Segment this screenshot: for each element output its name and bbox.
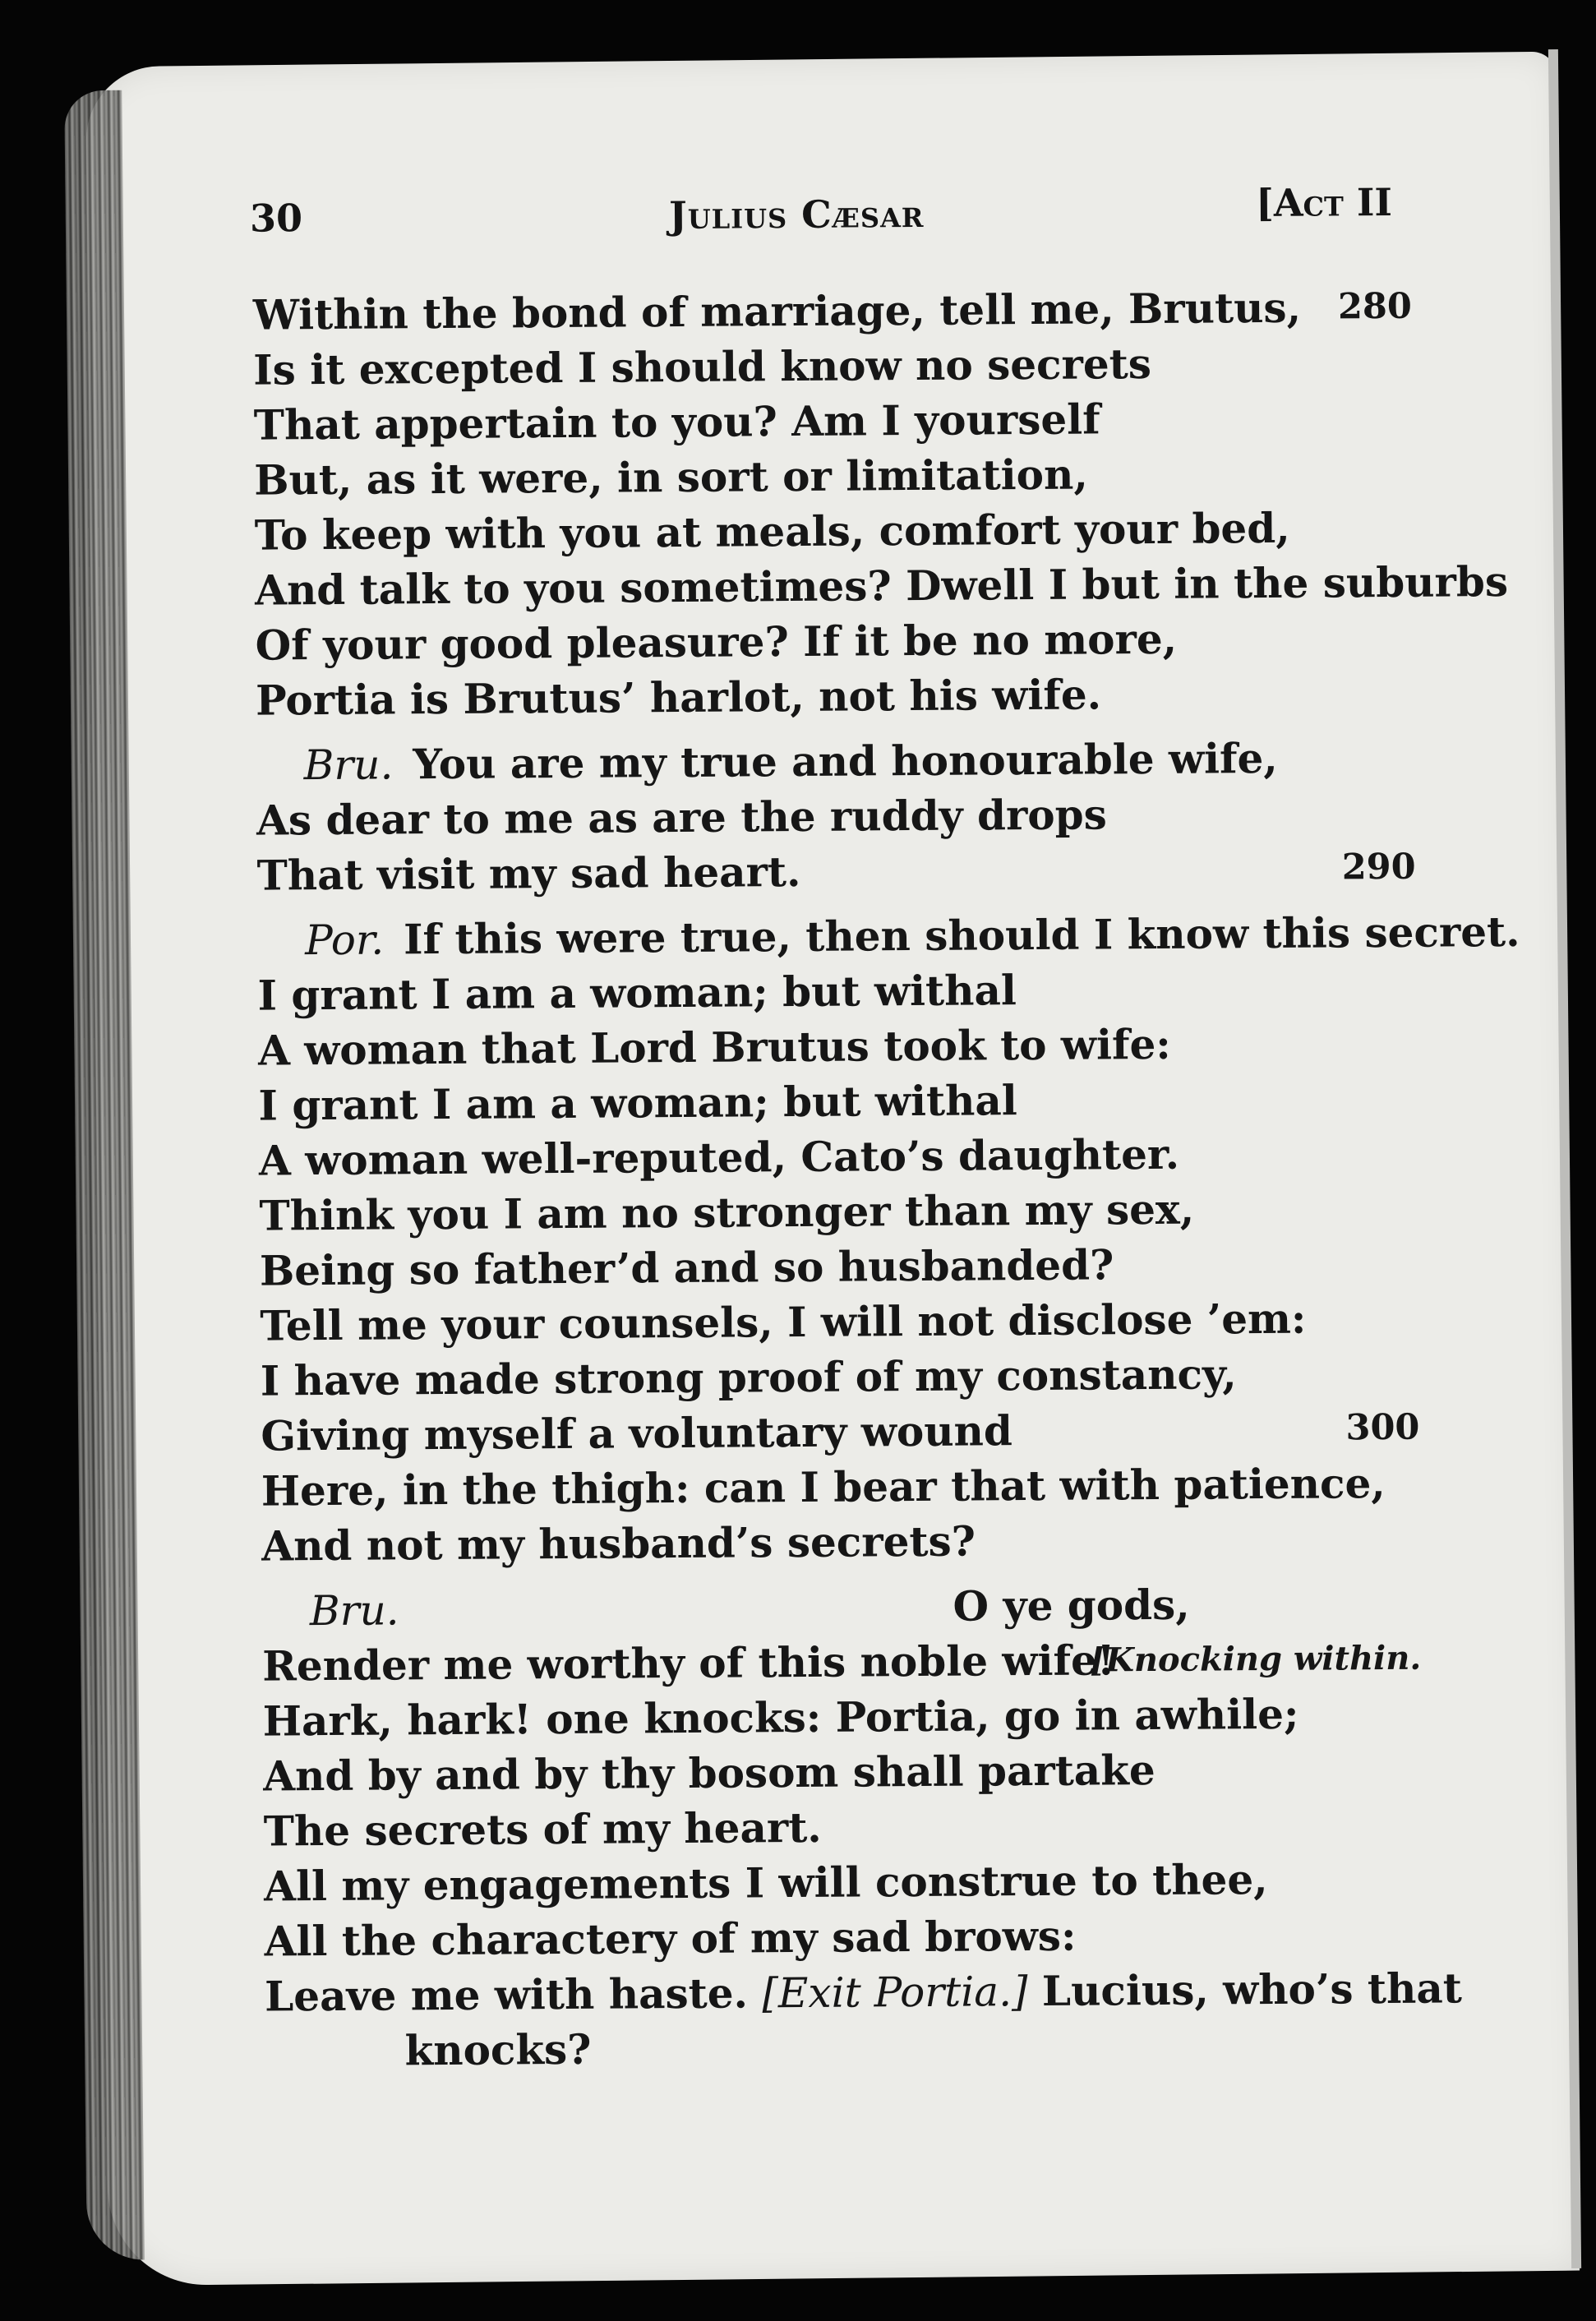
- verse-line: Render me worthy of this noble wife! [Knocking within.: [262, 1631, 1421, 1694]
- verse-line: I grant I am a woman; but withal: [258, 1076, 1018, 1130]
- verse-line: All the charactery of my sad brows:: [264, 1911, 1077, 1966]
- stage-direction: [Exit Portia.]: [762, 1968, 1028, 2018]
- verse-line: The secrets of my heart.: [263, 1802, 822, 1856]
- line-number: 300: [1345, 1406, 1420, 1449]
- verse-line: Tell me your counsels, I will not disclose ’em:: [260, 1294, 1307, 1350]
- verse-line: I have made strong proof of my constancy,: [260, 1350, 1237, 1405]
- speaker-name: Por.: [304, 916, 385, 965]
- verse-line: And talk to you sometimes? Dwell I but in the suburbs: [254, 556, 1509, 615]
- running-header: [250, 178, 1392, 244]
- line-number: 290: [1341, 846, 1416, 888]
- running-title: Julius Cæsar: [668, 191, 925, 238]
- stage-direction: [Knocking within.: [1090, 1638, 1422, 1680]
- verse-line: Within the bond of marriage, tell me, Brutus, 280: [253, 279, 1412, 343]
- verse-line: Leave me with haste. [Exit Portia.] Lucius, who’s that: [264, 1963, 1463, 2021]
- speaker-name: Bru.: [309, 1586, 399, 1636]
- verse-line: Giving myself a voluntary wound 300: [261, 1400, 1419, 1464]
- verse-line: But, as it were, in sort or limitation,: [254, 450, 1088, 505]
- verse-line: That appertain to you? Am I yourself: [253, 395, 1100, 450]
- verse-line: And not my husband’s secrets?: [261, 1516, 976, 1571]
- verse-line: Bru. You are my true and honourable wife,: [303, 733, 1278, 790]
- verse-line: I grant I am a woman; but withal: [257, 966, 1017, 1020]
- speaker-name: Bru.: [303, 741, 394, 790]
- verse-line: A woman that Lord Brutus took to wife:: [257, 1019, 1171, 1075]
- verse-line: And by and by thy bosom shall partake: [263, 1745, 1155, 1801]
- verse-line: Being so father’d and so husbanded?: [259, 1240, 1114, 1295]
- line-number: 280: [1337, 285, 1412, 328]
- page-number: 30: [249, 196, 303, 241]
- verse-text: [252, 279, 1520, 2079]
- verse-line: Por. If this were true, then should I know this secret.: [304, 907, 1520, 965]
- verse-line: A woman well-reputed, Cato’s daughter.: [258, 1129, 1180, 1185]
- verse-line: knocks?: [404, 2024, 592, 2075]
- verse-line: As dear to me as are the ruddy drops: [256, 790, 1107, 845]
- verse-line: Here, in the thigh: can I bear that with patience,: [261, 1459, 1386, 1516]
- verse-line: Bru. O ye gods,: [309, 1580, 1190, 1636]
- verse-line: Portia is Brutus’ harlot, not his wife.: [255, 670, 1102, 725]
- verse-line: Is it excepted I should know no secrets: [253, 339, 1152, 395]
- verse-line: All my engagements I will construe to thee,: [263, 1855, 1268, 1911]
- verse-line: That visit my sad heart. 290: [256, 840, 1415, 903]
- act-label: [Act II: [1255, 179, 1393, 226]
- verse-line: Hark, hark! one knocks: Portia, go in awhile;: [262, 1689, 1299, 1746]
- verse-line: Of your good pleasure? If it be no more,: [255, 614, 1178, 670]
- verse-line: To keep with you at meals, comfort your bed,: [254, 503, 1290, 560]
- verse-line: Think you I am no stronger than my sex,: [259, 1184, 1195, 1240]
